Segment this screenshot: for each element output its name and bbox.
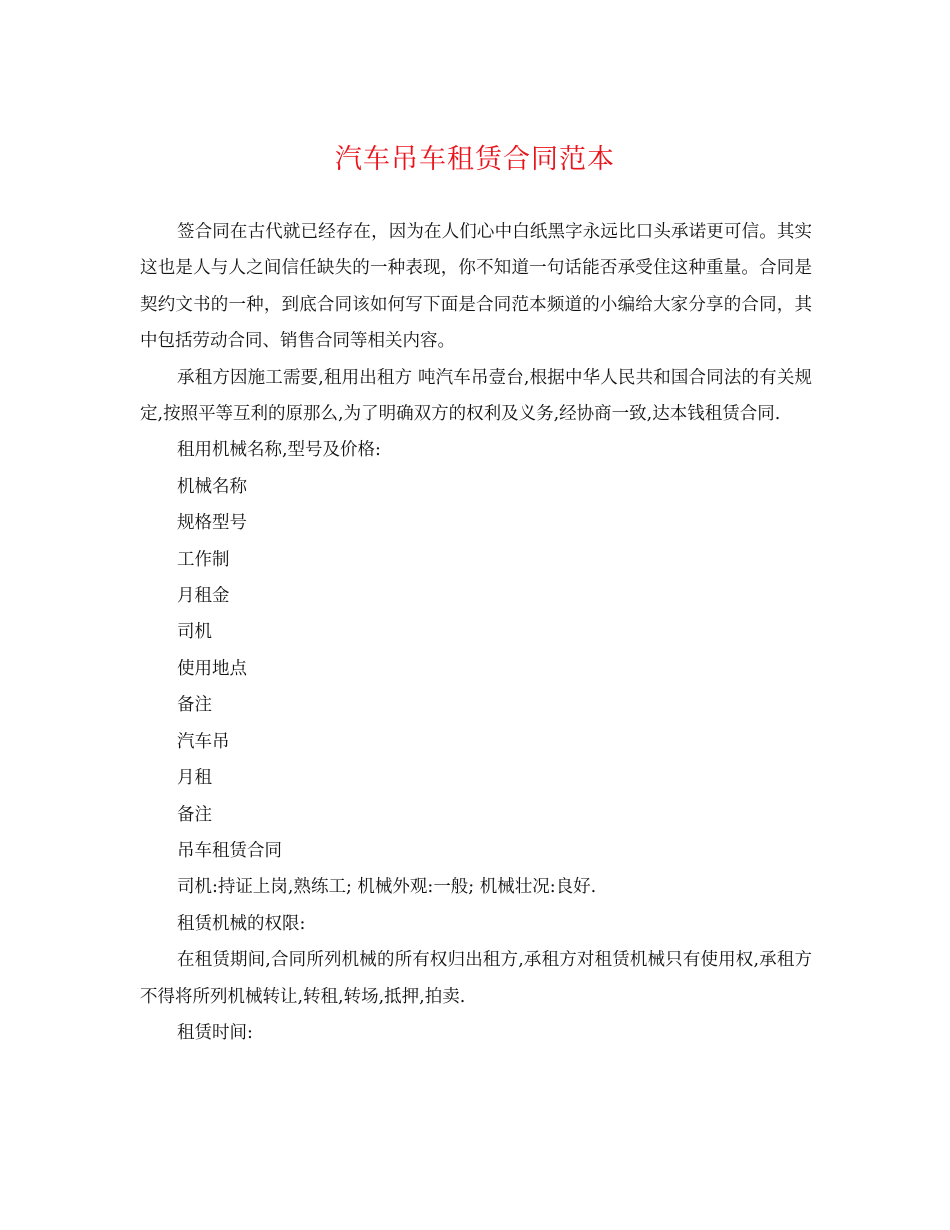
paragraph-ownership: 在租赁期间,合同所列机械的所有权归出租方,承租方对租赁机械只有使用权,承租方不得将所列机械转让,转租,转场,抵押,拍卖. <box>140 950 812 1007</box>
field-location: 使用地点 <box>177 658 247 679</box>
value-truck-crane: 汽车吊 <box>177 731 230 752</box>
paragraph-lease-purpose: 承租方因施工需要,租用出租方 吨汽车吊壹台,根据中华人民共和国合同法的有关规定,按照平等互利的原那么,为了明确双方的权利及义务,经协商一致,达本钱租赁合同. <box>140 367 812 425</box>
paragraph-intro: 签合同在古代就已经存在，因为在人们心中白纸黑字永远比口头承诺更可信。其实这也是人与人之间信任缺失的一种表现，你不知道一句话能否承受住这种重量。合同是契约文书的一种，到底合同该如何写下面是合同范本频道的小编给大家分享的合同，其中包括劳动合同、销售合同等相关内容。 <box>140 222 812 352</box>
paragraph-machine-heading: 租用机械名称,型号及价格: <box>177 440 381 461</box>
field-monthly-rent: 月租金 <box>177 586 230 607</box>
field-driver: 司机 <box>177 622 212 643</box>
value-contract-name: 吊车租赁合同 <box>177 840 282 861</box>
field-remarks: 备注 <box>177 695 212 716</box>
field-spec-model: 规格型号 <box>177 513 247 534</box>
document-body <box>140 214 812 1051</box>
value-remarks: 备注 <box>177 804 212 825</box>
field-machine-name: 机械名称 <box>177 476 247 497</box>
document-title: 汽车吊车租赁合同范本 <box>335 144 615 175</box>
paragraph-rights-heading: 租赁机械的权限: <box>177 913 306 934</box>
value-monthly: 月租 <box>177 768 212 789</box>
paragraph-driver-condition: 司机:持证上岗,熟练工; 机械外观:一般; 机械壮况:良好. <box>177 877 597 898</box>
field-work-system: 工作制 <box>177 549 230 570</box>
paragraph-lease-time-heading: 租赁时间: <box>177 1022 253 1043</box>
